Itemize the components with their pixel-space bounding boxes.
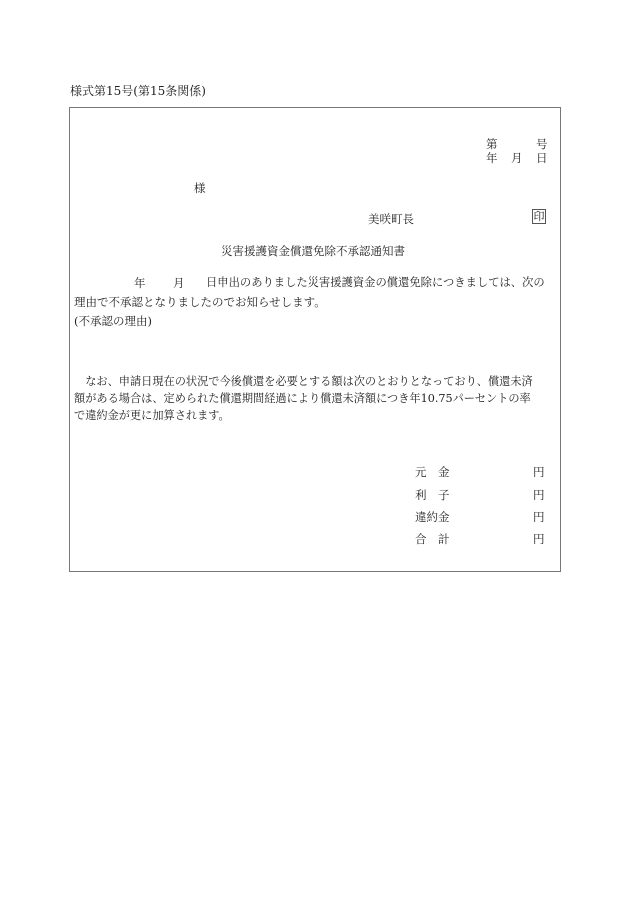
- reason-label: (不承認の理由): [74, 314, 152, 328]
- seal-stamp: 印: [533, 210, 545, 223]
- amount-interest-label: 利 子: [415, 488, 450, 502]
- notice-line-2: 額がある場合は、定められた償還期間経過により償還未済額につき年10.75パーセントの率: [74, 392, 531, 405]
- number-prefix: 第: [486, 137, 498, 151]
- amount-total-unit: 円: [533, 532, 545, 546]
- body-line1: 日申出のありました災害援護資金の償還免除につきましては、次の: [206, 276, 545, 289]
- date-year: 年: [486, 151, 498, 165]
- number-suffix: 号: [536, 137, 548, 151]
- document-title: 災害援護資金償還免除不承認通知書: [221, 244, 405, 258]
- amount-interest-unit: 円: [533, 488, 545, 502]
- body-month: 月: [173, 276, 185, 290]
- amount-penalty-label: 違約金: [415, 510, 450, 524]
- amount-principal-label: 元 金: [415, 465, 450, 479]
- notice-line-1: なお、申請日現在の状況で今後償還を必要とする額は次のとおりとなっており、償還未済: [74, 375, 533, 388]
- amount-penalty-unit: 円: [533, 510, 545, 524]
- notice-line-3: で違約金が更に加算されます。: [74, 409, 230, 422]
- date-month: 月: [511, 151, 523, 165]
- form-label: 様式第15号(第15条関係): [70, 84, 206, 98]
- amount-principal-unit: 円: [533, 465, 545, 479]
- document-frame: [69, 107, 561, 572]
- addressee-suffix: 様: [194, 181, 206, 195]
- body-year: 年: [134, 276, 146, 290]
- date-day: 日: [536, 151, 548, 165]
- body-line2: 理由で不承認となりましたのでお知らせします。: [74, 295, 326, 309]
- amount-total-label: 合 計: [415, 532, 450, 546]
- issuer: 美咲町長: [368, 212, 414, 226]
